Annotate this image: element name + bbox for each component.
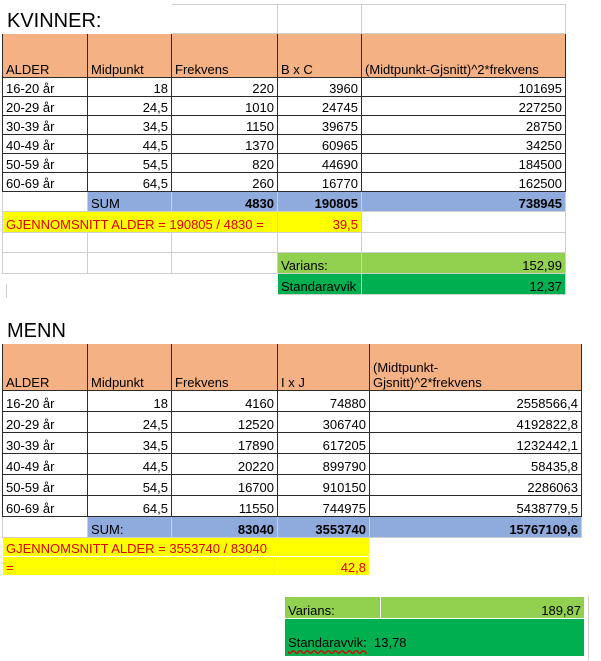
women-varians-label[interactable]: Varians: xyxy=(278,253,362,274)
table-cell[interactable]: 2286063 xyxy=(370,475,582,496)
table-row xyxy=(3,97,566,116)
table-cell[interactable]: 260 xyxy=(172,173,278,192)
table-cell[interactable]: 64,5 xyxy=(88,173,172,192)
gridline xyxy=(6,284,7,298)
table-cell[interactable]: 24745 xyxy=(278,97,362,116)
table-cell[interactable]: 12520 xyxy=(172,412,278,433)
men-std-cell[interactable] xyxy=(285,619,585,657)
table-cell[interactable]: 184500 xyxy=(362,154,566,173)
table-row xyxy=(3,454,582,475)
men-sum-variance[interactable]: 15767109,6 xyxy=(370,517,582,538)
table-cell[interactable]: 227250 xyxy=(362,97,566,116)
men-std-row xyxy=(285,619,585,657)
men-title: MENN xyxy=(7,320,66,342)
table-row xyxy=(3,116,566,135)
table-row xyxy=(3,154,566,173)
table-cell[interactable]: 2558566,4 xyxy=(370,391,582,412)
men-mean-row-1 xyxy=(3,538,582,557)
table-cell[interactable]: 39675 xyxy=(278,116,362,135)
men-mean-formula[interactable]: GJENNOMSNITT ALDER = 3553740 / 83040 xyxy=(3,538,370,557)
table-cell[interactable]: 899790 xyxy=(278,454,370,475)
table-cell[interactable]: 16770 xyxy=(278,173,362,192)
table-cell[interactable]: 44,5 xyxy=(88,454,172,475)
men-header-frekvens[interactable]: Frekvens xyxy=(172,344,278,391)
table-cell[interactable]: 101695 xyxy=(362,78,566,97)
women-header-bxc[interactable]: B x C xyxy=(278,34,362,78)
table-cell[interactable]: 820 xyxy=(172,154,278,173)
table-cell[interactable]: 5438779,5 xyxy=(370,496,582,517)
men-sum-ixj[interactable]: 3553740 xyxy=(278,517,370,538)
table-cell[interactable]: 60-69 år xyxy=(3,173,88,192)
table-cell[interactable]: 1232442,1 xyxy=(370,433,582,454)
men-mean-eq[interactable]: = xyxy=(3,557,278,576)
women-header-variance[interactable]: (Midtpunkt-Gjsnitt)^2*frekvens xyxy=(362,34,566,78)
table-cell[interactable]: 54,5 xyxy=(88,475,172,496)
women-sum-variance[interactable]: 738945 xyxy=(362,192,566,212)
men-header-variance[interactable] xyxy=(370,344,582,391)
table-cell[interactable]: 30-39 år xyxy=(3,116,88,135)
men-sum-label[interactable]: SUM: xyxy=(88,517,172,538)
men-header-ixj[interactable]: I x J xyxy=(278,344,370,391)
table-row xyxy=(3,135,566,154)
table-cell[interactable]: 17890 xyxy=(172,433,278,454)
table-cell[interactable]: 50-59 år xyxy=(3,154,88,173)
men-header-variance-line2: Gjsnitt)^2*frekvens xyxy=(373,375,482,390)
table-cell[interactable]: 11550 xyxy=(172,496,278,517)
table-row xyxy=(3,391,582,412)
table-cell[interactable]: 64,5 xyxy=(88,496,172,517)
table-cell[interactable]: 3960 xyxy=(278,78,362,97)
table-cell[interactable]: 220 xyxy=(172,78,278,97)
men-header-alder[interactable]: ALDER xyxy=(3,344,88,391)
men-header-midpunkt: Midpunkt xyxy=(91,375,144,390)
table-cell[interactable]: 44,5 xyxy=(88,135,172,154)
gridline xyxy=(588,596,589,660)
table-cell[interactable]: 30-39 år xyxy=(3,433,88,454)
table-cell[interactable]: 617205 xyxy=(278,433,370,454)
table-cell[interactable]: 20-29 år xyxy=(3,97,88,116)
men-mean-value[interactable]: 42,8 xyxy=(278,557,370,576)
table-cell[interactable]: 1150 xyxy=(172,116,278,135)
men-mean-row-2 xyxy=(3,557,582,576)
men-sum-frekvens[interactable]: 83040 xyxy=(172,517,278,538)
women-sum-bxc[interactable]: 190805 xyxy=(278,192,362,212)
women-std-label[interactable]: Standaravvik xyxy=(278,274,362,295)
men-varians-value[interactable]: 189,87 xyxy=(381,597,585,619)
table-cell[interactable]: 16-20 år xyxy=(3,391,88,412)
women-mean-formula[interactable]: GJENNOMSNITT ALDER = 190805 / 4830 = xyxy=(3,212,278,233)
table-cell[interactable]: 58435,8 xyxy=(370,454,582,475)
table-row xyxy=(3,173,566,192)
table-cell[interactable]: 34250 xyxy=(362,135,566,154)
table-cell[interactable]: 20-29 år xyxy=(3,412,88,433)
table-cell[interactable]: 34,5 xyxy=(88,433,172,454)
table-cell[interactable]: 162500 xyxy=(362,173,566,192)
women-sum-row xyxy=(3,192,566,212)
table-cell[interactable]: 1370 xyxy=(172,135,278,154)
men-varians-row xyxy=(285,597,585,619)
men-sum-row xyxy=(3,517,582,538)
table-row xyxy=(3,78,566,97)
table-row xyxy=(3,433,582,454)
women-header-row xyxy=(3,34,566,78)
table-row xyxy=(3,475,582,496)
table-cell[interactable]: 18 xyxy=(88,78,172,97)
table-cell[interactable]: 24,5 xyxy=(88,412,172,433)
women-header-alder[interactable]: ALDER xyxy=(3,34,88,78)
table-cell[interactable]: 44690 xyxy=(278,154,362,173)
table-cell[interactable]: 74880 xyxy=(278,391,370,412)
table-row xyxy=(3,496,582,517)
table-cell[interactable]: 910150 xyxy=(278,475,370,496)
men-std-value: 13,78 xyxy=(374,635,407,650)
women-sum-label[interactable]: SUM xyxy=(88,192,172,212)
table-cell[interactable]: 4160 xyxy=(172,391,278,412)
men-std-label: Standaravvik: xyxy=(288,635,367,650)
table-cell[interactable]: 1010 xyxy=(172,97,278,116)
women-table xyxy=(2,4,566,295)
men-header-variance-line1: (Midtpunkt- xyxy=(373,360,439,375)
women-title: KVINNER: xyxy=(7,10,102,32)
table-cell[interactable]: 60-69 år xyxy=(3,496,88,517)
women-std-row xyxy=(3,274,566,295)
table-cell[interactable]: 744975 xyxy=(278,496,370,517)
women-mean-value[interactable]: 39,5 xyxy=(278,212,362,233)
table-cell[interactable]: 20220 xyxy=(172,454,278,475)
men-stats-table xyxy=(284,596,585,657)
table-cell[interactable]: 24,5 xyxy=(88,97,172,116)
women-varians-row xyxy=(3,253,566,274)
women-varians-value[interactable]: 152,99 xyxy=(362,253,566,274)
men-header-midpunkt-cell[interactable] xyxy=(88,344,172,391)
men-header-row xyxy=(3,344,582,391)
table-cell[interactable]: 16700 xyxy=(172,475,278,496)
table-cell[interactable]: 16-20 år xyxy=(3,78,88,97)
men-table xyxy=(2,318,582,576)
table-cell[interactable]: 60965 xyxy=(278,135,362,154)
table-cell[interactable]: 28750 xyxy=(362,116,566,135)
men-varians-label[interactable]: Varians: xyxy=(285,597,381,619)
women-mean-row xyxy=(3,212,566,233)
table-cell[interactable]: 54,5 xyxy=(88,154,172,173)
women-sum-frekvens[interactable]: 4830 xyxy=(172,192,278,212)
table-cell[interactable]: 40-49 år xyxy=(3,454,88,475)
women-header-midpunkt[interactable]: Midpunkt xyxy=(88,34,172,78)
table-cell[interactable]: 34,5 xyxy=(88,116,172,135)
table-cell[interactable]: 18 xyxy=(88,391,172,412)
women-std-value[interactable]: 12,37 xyxy=(362,274,566,295)
table-cell[interactable]: 40-49 år xyxy=(3,135,88,154)
table-row xyxy=(3,412,582,433)
table-cell[interactable]: 4192822,8 xyxy=(370,412,582,433)
table-cell[interactable]: 306740 xyxy=(278,412,370,433)
table-cell[interactable]: 50-59 år xyxy=(3,475,88,496)
women-header-frekvens[interactable]: Frekvens xyxy=(172,34,278,78)
